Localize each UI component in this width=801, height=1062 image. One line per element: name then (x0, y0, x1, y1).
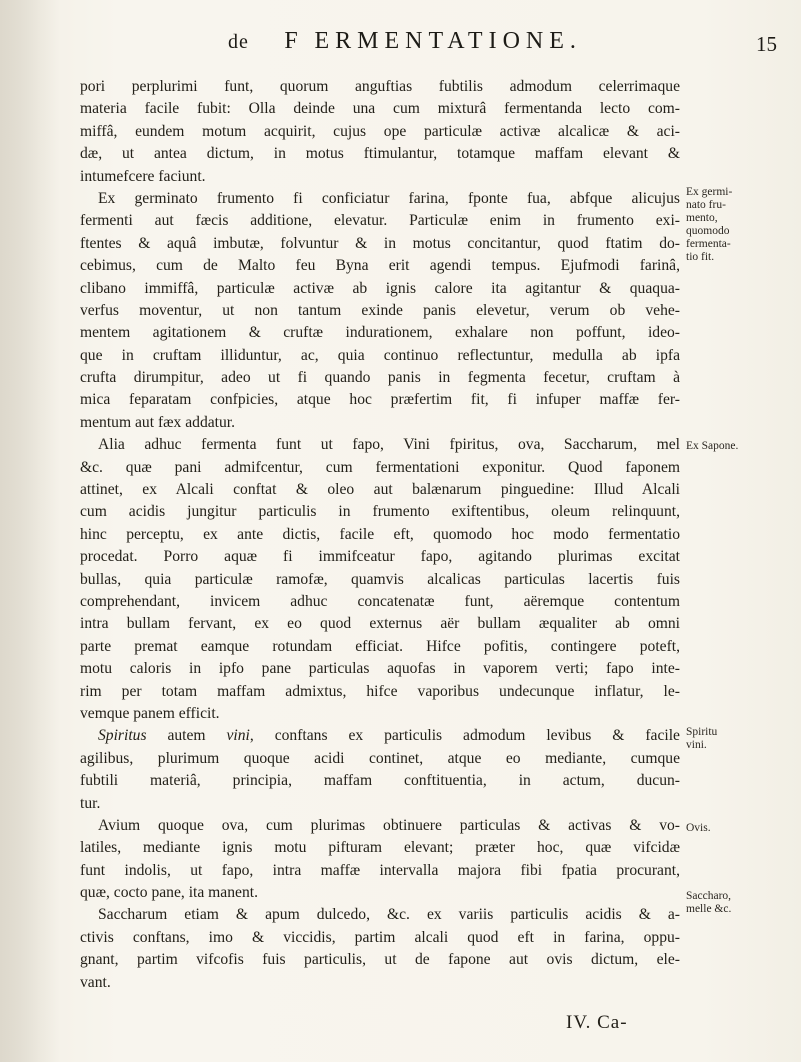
page-number: 15 (756, 32, 777, 56)
text-line: rim per totam maffam admixtus, hifce vaporibus undecunque inflatur, le- (80, 682, 680, 700)
text-line: mentem agitationem & cruftæ indurationem, exhalare non poffunt, ideo- (80, 324, 680, 342)
text-line: ctivis conftans, imo & viccidis, partim alcali quod eft in farina, oppu- (80, 928, 680, 946)
text-line: dæ, ut antea dictum, in motus ftimulantur, totamque maffam elevant & (80, 145, 680, 163)
text-line: materia facile fubit: Olla deinde una cum mixturâ fermentanda lecto com- (80, 100, 680, 118)
text-line: que in cruftam illiduntur, ac, quia continuo reflectuntur, medulla ab ipfa (80, 346, 680, 364)
marginal-note-saccharo (686, 890, 798, 916)
text-line: hinc perceptu, ex ante dictis, facile eft, quomodo hoc modo fermentatio (80, 525, 680, 543)
italic-spiritus: Spiritus (98, 727, 147, 745)
text-line: fermenti aut fæcis additione, elevatur. Particulæ enim in frumento exi- (80, 212, 680, 230)
catchword: IV. Ca- (566, 1012, 628, 1033)
header-letter-f: F (284, 28, 304, 54)
text-line: clibano immiffâ, particulæ activæ ab ignis calore ita agitantur & quaqua- (80, 279, 680, 297)
text-line: procedat. Porro aquæ fi immifceatur fapo, agitando plurimas excitat (80, 548, 680, 566)
text-line: vant. (80, 973, 111, 991)
margin-line: Spiritu (686, 726, 718, 738)
margin-line: Saccharo, (686, 890, 732, 902)
text-line: parte premat eamque rotundam efficiat. Hifce pofitis, contingere poteft, (80, 637, 680, 655)
text-line: tur. (80, 794, 101, 812)
text-line: cebimus, cum de Malto feu Byna erit agendi tempus. Ejufmodi farinâ, (80, 257, 680, 275)
text-line: vemque panem efficit. (80, 704, 220, 722)
text-line: gnant, partim vifcofis fuis particulis, ut de fapone aut ovis dictum, ele- (80, 951, 680, 969)
running-header (228, 28, 582, 55)
text-line: intumefcere faciunt. (80, 167, 206, 185)
text-line: &c. quæ pani admifcentur, cum fermentationi exponitur. Quod faponem (80, 458, 680, 476)
margin-line: Ex Sapone. (686, 440, 739, 452)
text-line: miffâ, eundem motum acquirit, cujus ope particulæ activæ alcalicæ & aci- (80, 122, 680, 140)
page-gutter-shadow (0, 0, 60, 1062)
margin-line: quomodo (686, 225, 730, 237)
margin-line: fermenta- (686, 238, 731, 250)
text-line: quæ, cocto pane, ita manent. (80, 884, 258, 902)
marginal-note-sapone (686, 440, 798, 453)
text-line: crufta dirumpitur, adeo ut fi quando panis in fegmenta fecetur, cruftam à (80, 369, 680, 387)
marginal-note-ovis (686, 822, 798, 835)
text-line: Ex germinato frumento fi conficiatur farina, fponte fua, abfque alicujus (98, 189, 680, 207)
text-line: bullas, quia particulæ ramofæ, quamvis alcalicas particulas lacertis fuis (80, 570, 680, 588)
margin-line: mento, (686, 212, 718, 224)
text-line: Avium quoque ova, cum plurimas obtinuere particulas & activas & vo- (98, 816, 680, 834)
text-line: mica feparatam confpicies, atque hoc præfertim fit, fi infuper maffæ fer- (80, 391, 680, 409)
header-word: ERMENTATIONE. (314, 28, 582, 54)
text-span: , conftans ex particulis admodum levibus & facile (249, 727, 680, 745)
text-line: pori perplurimi funt, quorum anguftias fubtilis admodum celerrimaque (80, 78, 680, 95)
margin-line: nato fru- (686, 199, 726, 211)
text-line: Saccharum etiam & apum dulcedo, &c. ex variis particulis acidis & a- (98, 906, 680, 924)
text-line: fubtili materiâ, principia, maffam conftituentia, in actum, ducun- (80, 772, 680, 790)
margin-line: Ovis. (686, 822, 711, 834)
italic-vini: vini (226, 727, 250, 745)
text-line: cum acidis jungitur particulis in frumento exiftentibus, oleum relinquunt, (80, 503, 680, 521)
text-line: attinet, ex Alcali conftat & oleo aut balænarum pinguedine: Illud Alcali (80, 481, 680, 499)
marginal-note-germinato (686, 186, 798, 264)
text-line: verfus moventur, ut non tantum exinde panis elevetur, verum ob vehe- (80, 301, 680, 319)
header-de: de (228, 31, 249, 53)
margin-line: melle &c. (686, 903, 732, 915)
text-line: Alia adhuc fermenta funt ut fapo, Vini fpiritus, ova, Saccharum, mel (98, 436, 680, 454)
margin-line: tio fit. (686, 251, 715, 263)
margin-line: vini. (686, 739, 707, 751)
text-line: mentum aut fæx addatur. (80, 413, 236, 431)
margin-line: Ex germi- (686, 186, 733, 198)
text-line: funt indolis, ut fapo, intra maffæ intervalla majora fibi fpatia procurant, (80, 861, 680, 879)
text-line: agilibus, plurimum quoque acidi continet, atque eo mediante, cumque (80, 749, 680, 767)
marginal-note-spiritu-vini (686, 726, 798, 752)
main-text-block (80, 76, 680, 994)
text-line-spiritus (80, 725, 680, 747)
text-span: autem (146, 727, 227, 745)
text-line: latiles, mediante ignis motu pifturam elevant; præter hoc, quæ vifcidæ (80, 839, 680, 857)
text-line: ftentes & aquâ imbutæ, folvuntur & in motus concitantur, quod ftatim do- (80, 234, 680, 252)
text-line: motu caloris in ipfo pane particulas aquofas in vaporem verti; fapo inte- (80, 660, 680, 678)
text-line: intra bullam fervant, ex eo quod externus aër bullam æqualiter ab omni (80, 615, 680, 633)
text-line: comprehendant, invicem adhuc concatenatæ funt, aëremque contentum (80, 592, 680, 610)
